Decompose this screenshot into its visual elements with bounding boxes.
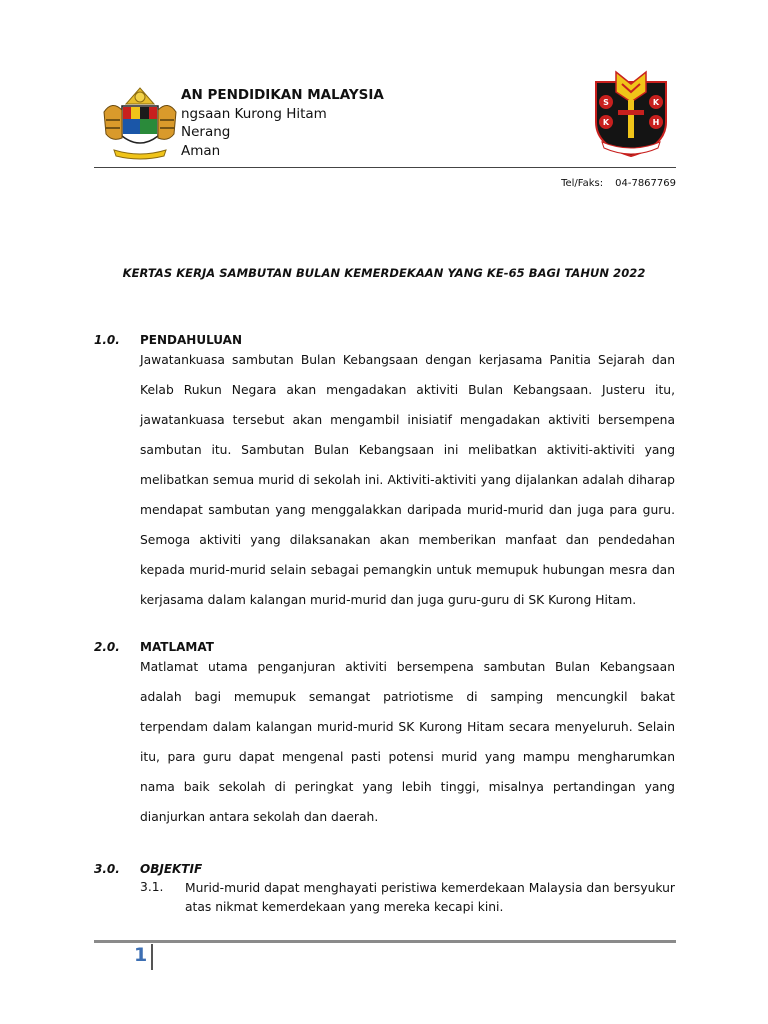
- section-number: 3.0.: [94, 862, 120, 876]
- badge-letter: S: [603, 98, 609, 107]
- header-letterhead: [181, 86, 384, 160]
- section-heading: PENDAHULUAN: [140, 333, 242, 347]
- section-number: 2.0.: [94, 640, 120, 654]
- footer-divider: [94, 940, 676, 943]
- contact-value: 04-7867769: [615, 178, 676, 189]
- coat-of-arms-icon: [92, 84, 188, 164]
- section-heading: MATLAMAT: [140, 640, 214, 654]
- badge-letter: H: [652, 118, 660, 127]
- document-title: KERTAS KERJA SAMBUTAN BULAN KEMERDEKAAN YANG KE-65 BAGI TAHUN 2022: [122, 266, 646, 280]
- school-shield-icon: [588, 70, 674, 158]
- contact-line: [561, 178, 676, 189]
- section-body: Jawatankuasa sambutan Bulan Kebangsaan dengan kerjasama Panitia Sejarah dan Kelab Rukun Negara akan mengadakan aktiviti Bulan Kebangsaan. Justeru itu, jawatankuasa tersebut akan mengambil inisiatif mengadakan aktiviti bersempena sambutan itu. Sambutan Bulan Kebangsaan ini melibatkan aktiviti-aktiviti yang melibatkan semua murid di sekolah ini. Aktiviti-aktiviti yang dijalankan adalah diharap mendapat sambutan yang menggalakkan daripada murid-murid dan juga para guru. Semoga aktiviti yang dilaksanakan akan memberikan manfaat dan pendedahan kepada murid-murid selain sebagai pemangkin untuk memupuk hubungan mesra dan kerjasama dalam kalangan murid-murid dan juga guru-guru di SK Kurong Hitam.: [140, 353, 675, 607]
- badge-letter: K: [652, 98, 660, 107]
- header-address-1: Nerang: [181, 124, 231, 140]
- jata-negara-logo: [92, 84, 188, 164]
- badge-letter: K: [602, 118, 610, 127]
- school-badge-logo: [588, 70, 674, 158]
- header-address-2: Aman: [181, 142, 221, 159]
- page-number: 1: [134, 944, 148, 966]
- section-heading: OBJEKTIF: [140, 862, 203, 876]
- list-item-text: Murid-murid dapat menghayati peristiwa kemerdekaan Malaysia dan bersyukur atas nikmat kemerdekaan yang mereka kecapi kini.: [185, 881, 675, 914]
- header-divider: [94, 167, 676, 168]
- header-school-name: ngsaan Kurong Hitam: [181, 105, 327, 122]
- section-number: 1.0.: [94, 333, 120, 347]
- section-body: Matlamat utama penganjuran aktiviti bersempena sambutan Bulan Kebangsaan adalah bagi memupuk semangat patriotisme di samping mencungkil bakat terpendam dalam kalangan murid-murid SK Kurong Hitam secara menyeluruh. Selain itu, para guru dapat mengenal pasti potensi murid yang mampu mengharumkan nama baik sekolah di peringkat yang lebih tinggi, misalnya pertandingan yang dianjurkan antara sekolah dan daerah.: [140, 660, 675, 824]
- contact-label: Tel/Faks:: [561, 178, 604, 189]
- list-item-number: 3.1.: [140, 880, 164, 894]
- header-ministry: AN PENDIDIKAN MALAYSIA: [181, 87, 384, 103]
- page-number-separator: [151, 944, 153, 970]
